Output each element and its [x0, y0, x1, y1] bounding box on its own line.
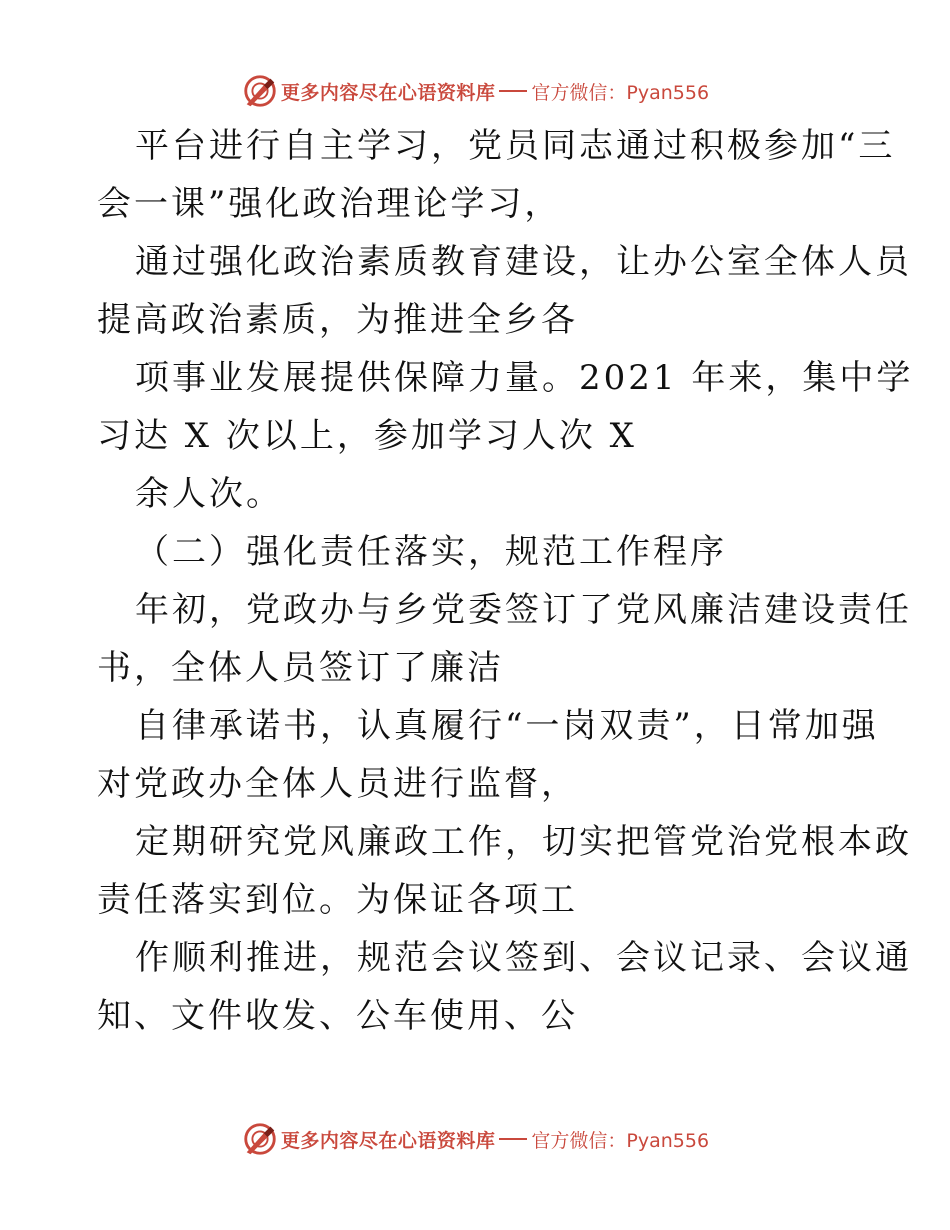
body-line: 定期研究党风廉政工作，切实把管党治党根本政: [135, 822, 912, 862]
body-line: 责任落实到位。为保证各项工: [97, 880, 578, 920]
footer-banner: [0, 1117, 950, 1161]
footer-banner-text: 更多内容尽在心语资料库: [280, 1129, 496, 1152]
body-line: 知、文件收发、公车使用、公: [97, 996, 578, 1036]
header-banner-dash: [499, 90, 527, 92]
pen-logo-icon: [241, 1120, 279, 1158]
body-line: 自律承诺书，认真履行“一岗双责”，日常加强: [135, 706, 879, 746]
header-banner-handle: 官方微信：Pyan556: [531, 81, 710, 104]
body-line: 年初，党政办与乡党委签订了党风廉洁建设责任: [135, 590, 912, 630]
body-line: 平台进行自主学习，党员同志通过积极参加“三: [135, 126, 896, 166]
body-line: 余人次。: [135, 474, 283, 514]
body-line: 作顺利推进，规范会议签到、会议记录、会议通: [135, 938, 912, 978]
section-heading: （二）强化责任落实，规范工作程序: [135, 532, 727, 572]
pen-logo-icon: [241, 72, 279, 110]
body-line: 会一课”强化政治理论学习，: [97, 184, 562, 224]
body-line: 习达 X 次以上，参加学习人次 X: [97, 416, 637, 456]
footer-banner-dash: [499, 1138, 527, 1140]
body-line: 对党政办全体人员进行监督，: [97, 764, 578, 804]
footer-banner-handle: 官方微信：Pyan556: [531, 1129, 710, 1152]
body-line: 书，全体人员签订了廉洁: [97, 648, 504, 688]
body-line: 通过强化政治素质教育建设，让办公室全体人员: [135, 242, 912, 282]
body-line: 提高政治素质，为推进全乡各: [97, 300, 578, 340]
header-banner-text: 更多内容尽在心语资料库: [280, 81, 496, 104]
body-line: 项事业发展提供保障力量。2021 年来，集中学: [135, 358, 914, 398]
header-banner: [0, 69, 950, 113]
